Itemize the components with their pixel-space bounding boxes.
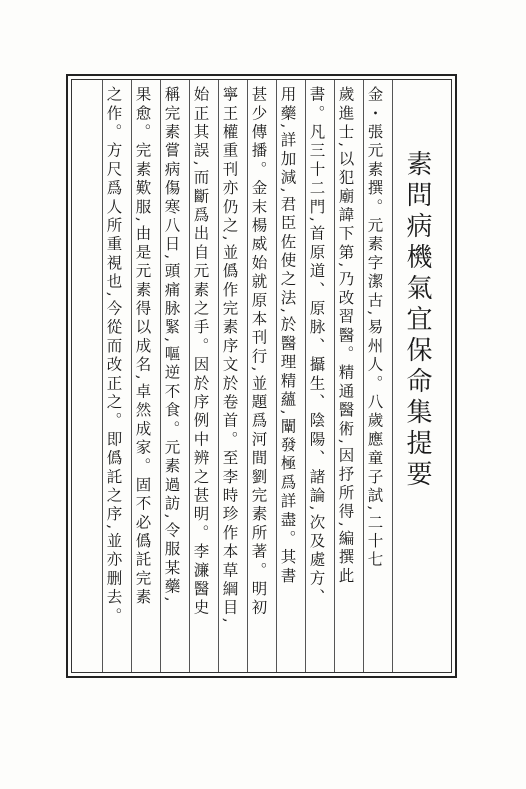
text-column-3: 書。凡三十二門,首原道、原脉、攝生、陰陽、諸論,次及處方、 (307, 86, 326, 608)
column-rule (247, 80, 248, 672)
column-rule (160, 80, 161, 672)
column-rule (131, 80, 132, 672)
text-column-4: 用藥,詳加減,君臣佐使之法,於醫理精蘊,闡發極爲詳盡。其書 (278, 86, 297, 587)
column-rule (305, 80, 306, 672)
text-column-5: 甚少傳播。金末楊威始就原本刊行,並題爲河間劉完素所著。明初 (249, 86, 268, 618)
column-rule (218, 80, 219, 672)
text-column-7: 始正其誤,而斷爲出自元素之手。因於序例中辨之甚明。李濂醫史 (191, 86, 210, 618)
text-column-10: 之作。方尺爲人所重視也,今從而改正之。即僞託之序,並亦删去。 (104, 86, 123, 626)
column-rule (363, 80, 364, 672)
column-rule (392, 80, 393, 672)
column-rule (102, 80, 103, 672)
column-rule (189, 80, 190, 672)
text-column-8: 稱完素嘗病傷寒八日,頭痛脉緊,嘔逆不食。元素過訪,令服某藥, (162, 86, 181, 605)
column-rule (334, 80, 335, 672)
text-column-1: 金・張元素撰。元素字潔古,易州人。八歲應童子試,二十七 (365, 86, 384, 570)
text-column-6: 寧王權重刊亦仍之,並僞作完素序文於卷首。至李時珍作本草綱目, (220, 86, 239, 626)
text-column-9: 果愈。完素歎服,由是元素得以成名,卓然成家。固不必僞託完素 (133, 86, 152, 608)
document-title: 素問病機氣宜保命集提要 (402, 150, 432, 491)
column-rule (276, 80, 277, 672)
text-column-2: 歲進士,以犯廟諱下第,乃改習醫。精通醫術,因抒所得,編撰此 (336, 86, 355, 587)
